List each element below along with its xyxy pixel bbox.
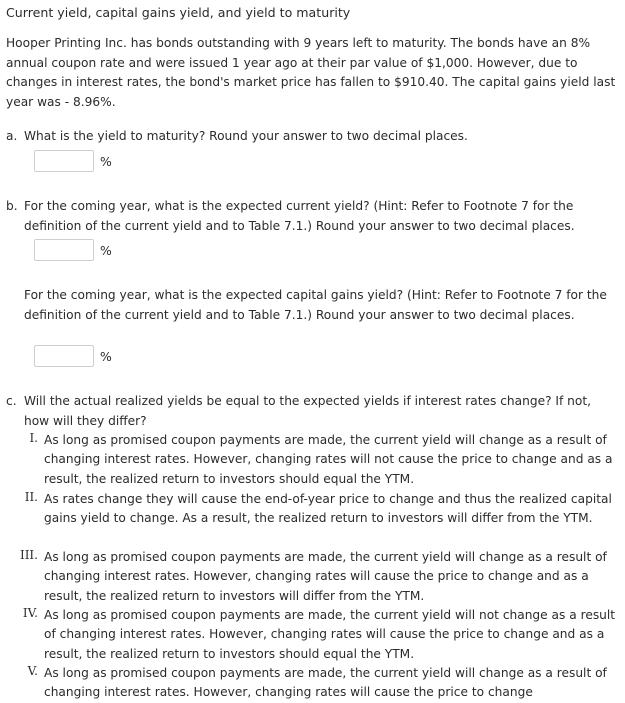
- percent-unit: %: [100, 242, 112, 258]
- option-numeral: III.: [19, 548, 38, 562]
- question-a-letter: a.: [6, 129, 18, 143]
- percent-unit: %: [100, 348, 112, 364]
- question-b-capital-gains-text: For the coming year, what is the expected capital gains yield? (Hint: Refer to Footnote 7 for the definition of the current yield and to Table 7.1.) Round your answer to two decimal places.: [24, 288, 607, 322]
- page-title: Current yield, capital gains yield, and yield to maturity: [6, 5, 351, 20]
- option-text: As long as promised coupon payments are made, the current yield will not change as a result of changing interest rates. However, changing rates will cause the price to change and as a result, the realized return to investors should equal the YTM.: [44, 608, 616, 661]
- question-b-letter: b.: [6, 199, 18, 213]
- option-numeral: IV.: [22, 606, 38, 620]
- problem-statement: Hooper Printing Inc. has bonds outstanding with 9 years left to maturity. The bonds have an 8% annual coupon rate and were issued 1 year ago at their par value of $1,000. However, due to changes in interest rates, the bond's market price has fallen to $910.40. The capital gains yield last year was - 8.96%.: [6, 36, 616, 109]
- percent-unit: %: [100, 153, 112, 169]
- question-b-current-yield-answer: [34, 239, 112, 261]
- ytm-input[interactable]: [34, 150, 94, 172]
- option-numeral: I.: [29, 431, 38, 445]
- question-c-text: Will the actual realized yields be equal to the expected yields if interest rates change? If not, how will they differ?: [24, 394, 592, 428]
- question-b-capital-gains-answer: [34, 345, 112, 367]
- option-numeral: V.: [27, 664, 38, 678]
- question-a-answer: [34, 150, 112, 172]
- option-text: As rates change they will cause the end-of-year price to change and thus the realized capital gains yield to change. As a result, the realized return to investors will differ from the YTM.: [44, 492, 612, 526]
- question-c-letter: c.: [6, 394, 17, 408]
- current-yield-input[interactable]: [34, 239, 94, 261]
- option-text: As long as promised coupon payments are made, the current yield will change as a result of changing interest rates. However, changing rates will cause the price to change: [44, 666, 607, 700]
- question-a-text: What is the yield to maturity? Round your answer to two decimal places.: [24, 129, 468, 143]
- question-b-current-yield-text: For the coming year, what is the expected current yield? (Hint: Refer to Footnote 7 for the definition of the current yield and to Table 7.1.) Round your answer to two decimal places.: [24, 199, 575, 233]
- option-text: As long as promised coupon payments are made, the current yield will change as a result of changing interest rates. However, changing rates will not cause the price to change and as a result, the realized return to investors should equal the YTM.: [44, 433, 613, 486]
- option-text: As long as promised coupon payments are made, the current yield will change as a result of changing interest rates. However, changing rates will cause the price to change and as a result, the realized return to investors will differ from the YTM.: [44, 550, 607, 603]
- option-numeral: II.: [24, 490, 38, 504]
- capital-gains-yield-input[interactable]: [34, 345, 94, 367]
